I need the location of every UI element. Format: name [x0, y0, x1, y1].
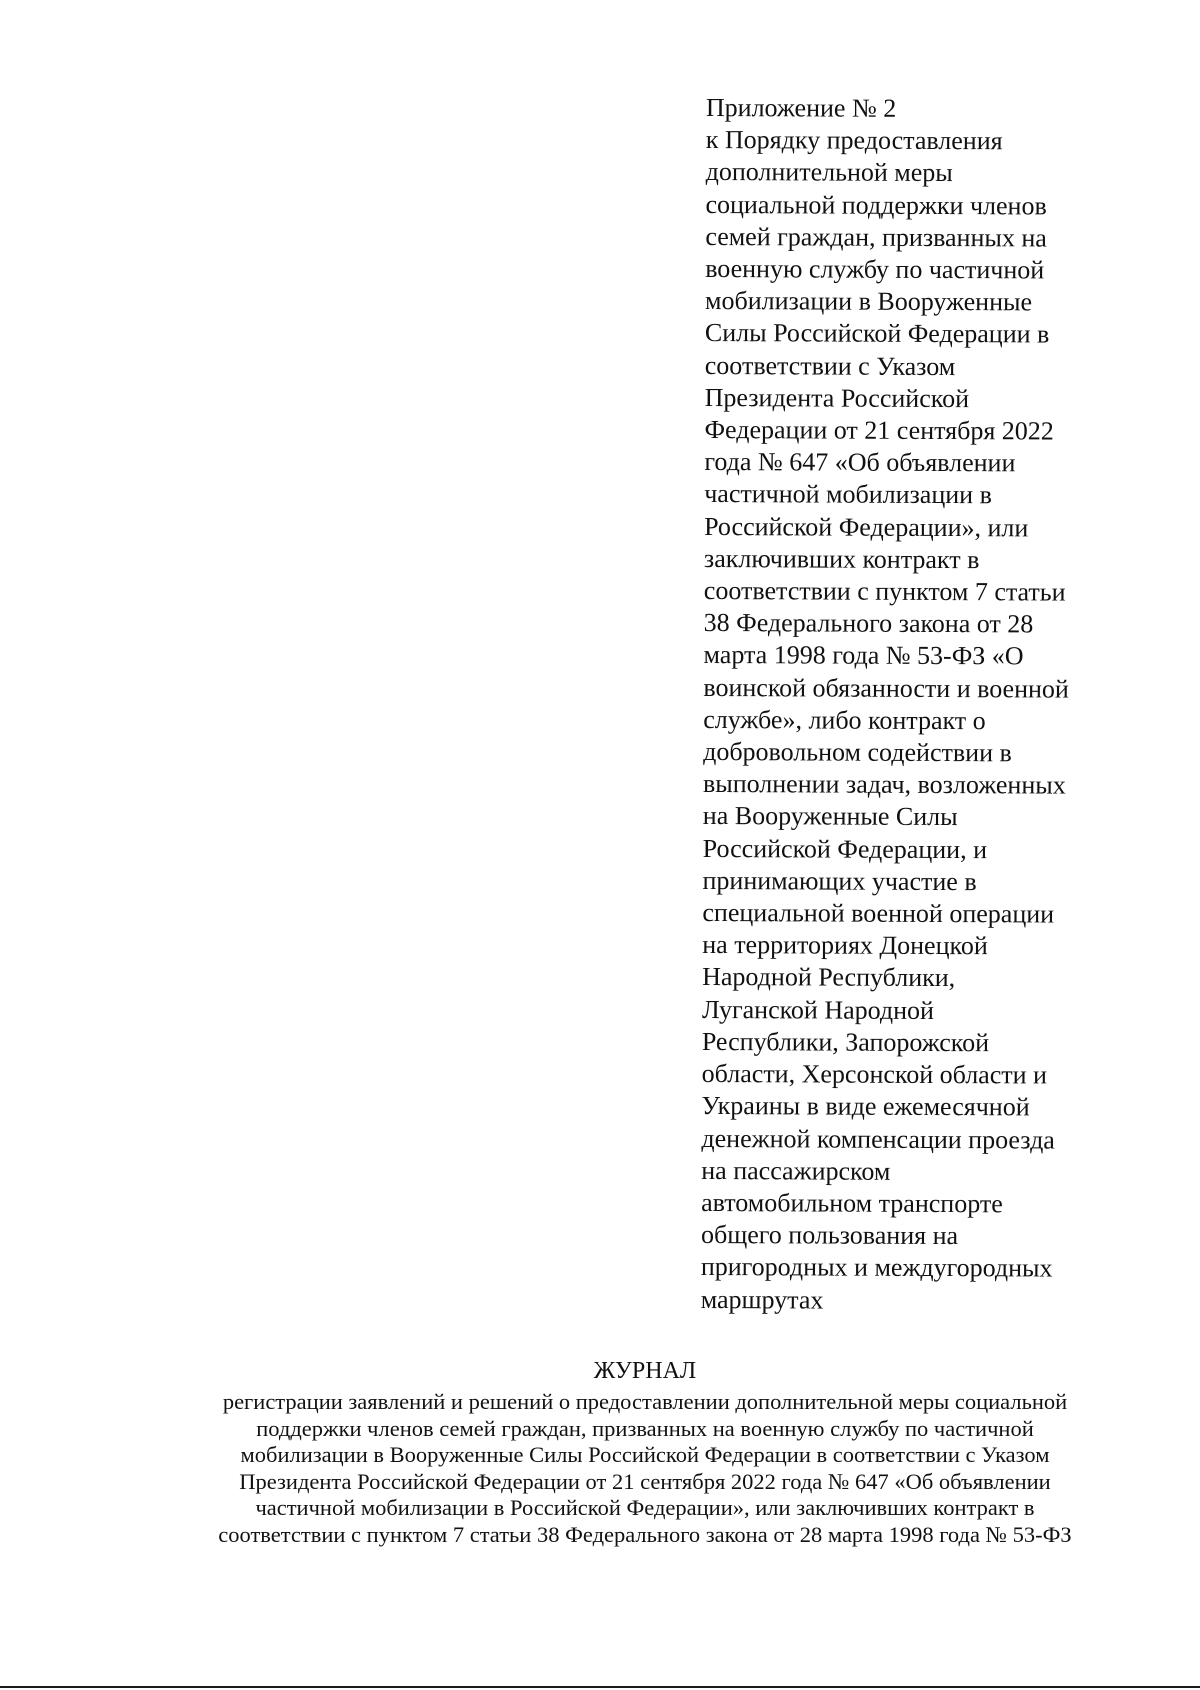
scan-edge-line — [0, 1686, 1200, 1688]
journal-line: соответствии с пунктом 7 статьи 38 Федерального закона от 28 марта 1998 года № 53-ФЗ — [218, 1521, 1072, 1547]
journal-description — [170, 1389, 1120, 1549]
appendix-line: добровольном содействии в — [703, 737, 1012, 768]
appendix-line: Президента Российской — [704, 382, 970, 413]
appendix-line: социальной поддержки членов — [705, 189, 1047, 221]
appendix-line: семей граждан, призванных на — [705, 221, 1047, 253]
appendix-line: области, Херсонской области и — [701, 1059, 1048, 1090]
journal-line: частичной мобилизации в Российской Федерации», или заключивших контракт в — [255, 1495, 1035, 1521]
appendix-line: военную службу по частичной — [705, 254, 1045, 285]
appendix-line: Украины в виде ежемесячной — [701, 1091, 1030, 1122]
appendix-line: Российской Федерации, и — [702, 833, 988, 864]
appendix-line: специальной военной операции — [702, 898, 1055, 929]
appendix-line: соответствии с пунктом 7 статьи — [703, 576, 1066, 607]
appendix-line: принимающих участие в — [702, 865, 977, 897]
appendix-line: на Вооруженные Силы — [702, 801, 958, 832]
appendix-line: Российской Федерации», или — [704, 511, 1029, 543]
appendix-line: выполнении задач, возложенных — [702, 769, 1066, 800]
appendix-line: Силы Российской Федерации в — [704, 318, 1050, 349]
appendix-line: воинской обязанности и военной — [703, 672, 1069, 704]
appendix-line: 38 Федерального закона от 28 — [703, 608, 1034, 639]
journal-line: Президента Российской Федерации от 21 сентября 2022 года № 647 «Об объявлении — [239, 1468, 1051, 1494]
journal-line: регистрации заявлений и решений о предоставлении дополнительной меры социальной — [222, 1389, 1068, 1414]
appendix-line: пригородных и междугородных — [700, 1252, 1053, 1283]
appendix-line: денежной компенсации проезда — [701, 1123, 1055, 1155]
appendix-line: дополнительной меры — [705, 157, 953, 188]
journal-line: мобилизации в Вооруженные Силы Российской Федерации в соответствии с Указом — [240, 1442, 1050, 1468]
appendix-line: общего пользования на — [700, 1220, 959, 1251]
journal-line: поддержки членов семей граждан, призванных на военную службу по частичной — [256, 1415, 1034, 1441]
appendix-line: маршрутах — [700, 1284, 824, 1315]
appendix-header — [701, 92, 1126, 1318]
journal-title: ЖУРНАЛ — [593, 1358, 697, 1384]
appendix-line: Республики, Запорожской — [701, 1026, 990, 1058]
appendix-line: Приложение № 2 — [705, 92, 897, 123]
appendix-line: службе», либо контракт о — [703, 704, 986, 736]
appendix-line: мобилизации в Вооруженные — [705, 286, 1033, 317]
appendix-line: Луганской Народной — [701, 994, 935, 1025]
appendix-line: частичной мобилизации в — [704, 479, 992, 510]
journal-section — [170, 1357, 1120, 1549]
appendix-line: на территориях Донецкой — [702, 930, 988, 961]
appendix-line: соответствии с Указом — [704, 350, 956, 381]
appendix-line: к Порядку предоставления — [705, 125, 1003, 156]
appendix-line: марта 1998 года № 53-ФЗ «О — [703, 640, 1024, 671]
appendix-line: автомобильном транспорте — [701, 1187, 1003, 1219]
appendix-line: года № 647 «Об объявлении — [704, 447, 1016, 478]
appendix-line: Федерации от 21 сентября 2022 — [704, 415, 1054, 446]
appendix-line: Народной Республики, — [702, 962, 956, 993]
appendix-line: заключивших контракт в — [703, 543, 980, 575]
appendix-line: на пассажирском — [701, 1155, 891, 1186]
